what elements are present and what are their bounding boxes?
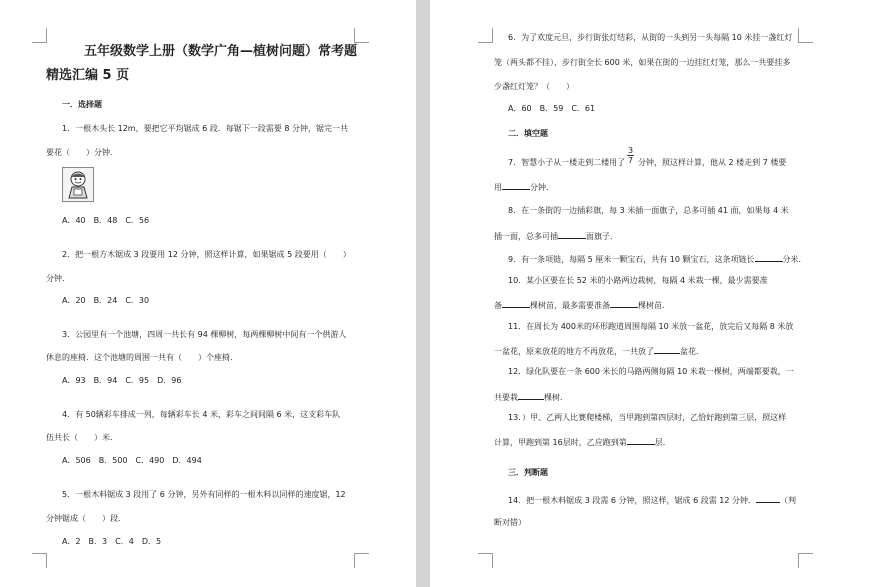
question-12-line2 (494, 391, 568, 403)
question-12-text-b: 棵树． (544, 393, 568, 402)
question-1-line2: 要花（ ）分钟． (46, 148, 118, 157)
question-6-options: A．60 B．59 C．61 (508, 104, 596, 113)
question-10-line1: 10．某小区要在长 52 米的小路两边栽树，每隔 4 米栽一棵，最少需要准 (508, 276, 768, 285)
answer-blank[interactable] (755, 253, 783, 262)
document-page-right (430, 0, 876, 587)
answer-blank[interactable] (558, 230, 586, 239)
question-14-line1 (508, 494, 796, 506)
question-6-line2: 笼（两头都不挂），步行街全长 600 米，如果在街的一边挂红灯笼，那么一共要挂多 (494, 58, 791, 67)
question-11-text-a: 一盆花，原来放花的地方不再放花，一共放了 (494, 347, 654, 356)
cartoon-boy-clipart (62, 167, 94, 202)
question-7-line1-part1: 7．智慧小子从一楼走到二楼用了 (508, 158, 626, 167)
question-13-text-b: 层． (654, 438, 671, 447)
question-13-line1: 13．）甲、乙两人比赛爬楼梯，当甲跑到第四层时，乙恰好跑到第三层，照这样 (508, 413, 787, 422)
question-3-line2: 休息的座椅．这个池塘的周围一共有（ ）个座椅． (46, 353, 238, 362)
question-4-options: A．506 B．500 C．490 D．494 (62, 456, 202, 465)
question-2-options: A．20 B．24 C．30 (62, 296, 150, 305)
page-corner-mark (354, 28, 369, 43)
question-14-text-b: （判 (779, 496, 796, 505)
question-10-text-c: 棵树苗． (638, 301, 670, 310)
question-7-text-a: 用 (494, 183, 502, 192)
question-8-text-b: 面旗子． (586, 232, 618, 241)
answer-blank[interactable] (610, 299, 638, 308)
question-7-text-b: 分钟． (530, 183, 554, 192)
page-corner-mark (798, 28, 813, 43)
question-5-options: A．2 B．3 C．4 D．5 (62, 537, 162, 546)
page-corner-mark (32, 28, 47, 43)
page-corner-mark (478, 28, 493, 43)
document-title-line2: 精选汇编 5 页 (46, 68, 130, 83)
question-4-line2: 伍共长（ ）米． (46, 433, 118, 442)
question-5-line2: 分钟锯成（ ）段． (46, 514, 126, 523)
question-14-text-a: 14．把一根木料锯成 3 段需 6 分钟，照这样，锯成 6 段需 12 分钟． (508, 496, 756, 505)
answer-blank[interactable] (502, 299, 530, 308)
answer-blank[interactable] (518, 391, 544, 400)
document-title-line1: 五年级数学上册（数学广角—植树问题）常考题 (84, 44, 358, 59)
question-1-line1: 1．一根木头长 12m，要把它平均锯成 6 段．每锯下一段需要 8 分钟，锯完一共 (62, 124, 348, 133)
document-page-left (0, 0, 416, 587)
page-corner-mark (798, 553, 813, 568)
question-12-line1: 12．绿化队要在一条 600 米长的马路两侧每隔 10 米栽一棵树，两端都要栽，一 (508, 367, 794, 376)
question-12-text-a: 共要栽 (494, 393, 518, 402)
question-4-line1: 4．有 50辆彩车排成一列，每辆彩车长 4 米，彩车之间间隔 6 米，这支彩车队 (62, 410, 341, 419)
page-corner-mark (354, 553, 369, 568)
question-6-line1: 6．为了欢度元旦，步行街张灯结彩，从街的一头到另一头每隔 10 米挂一盏红灯 (508, 33, 793, 42)
question-11-line1: 11．在周长为 400米的环形跑道周围每隔 10 米放一盆花，放完后又每隔 8 米放 (508, 322, 794, 331)
question-7-line1-part2: 分钟，照这样计算，他从 2 楼走到 7 楼要 (638, 158, 787, 167)
question-10-text-b: 棵树苗，最多需要准备 (530, 301, 610, 310)
section-heading-fill-blank: 二．填空题 (508, 129, 548, 138)
answer-blank[interactable] (654, 345, 680, 354)
page-corner-mark (32, 553, 47, 568)
section-heading-choice: 一．选择题 (62, 100, 102, 109)
question-3-options: A．93 B．94 C．95 D．96 (62, 376, 182, 385)
question-13-text-a: 计算，甲跑到第 16层时，乙应跑到第 (494, 438, 627, 447)
question-14-line2: 断对错） (494, 518, 526, 527)
question-10-line2 (494, 299, 670, 311)
page-corner-mark (478, 553, 493, 568)
section-heading-judgement: 三．判断题 (508, 468, 548, 477)
question-9 (508, 253, 807, 265)
fraction-three-sevenths (627, 146, 634, 165)
question-3-line1: 3．公园里有一个池塘，四周一共长有 94 棵柳树，每两棵柳树中间有一个供游人 (62, 330, 347, 339)
question-5-line1: 5．一根木料锯成 3 段用了 6 分钟，另外有同样的一根木料以同样的速度锯，12 (62, 490, 346, 499)
question-2-line1: 2．把一根方木锯成 3 段要用 12 分钟，照这样计算，如果锯成 5 段要用（ ） (62, 250, 351, 259)
question-7-line2 (494, 181, 554, 193)
question-13-line2 (494, 436, 671, 448)
question-1-options: A．40 B．48 C．56 (62, 216, 150, 225)
question-11-text-b: 盆花． (680, 347, 704, 356)
question-11-line2 (494, 345, 704, 357)
question-2-line2: 分钟． (46, 274, 70, 283)
question-9-text-a: 9．有一条项链，每隔 5 厘米一颗宝石，共有 10 颗宝石，这条项链长 (508, 255, 755, 264)
question-6-line3: 少盏红灯笼？（ ） (494, 82, 574, 91)
fraction-numerator: 3 (628, 146, 634, 155)
question-10-text-a: 备 (494, 301, 502, 310)
question-8-text-a: 插一面，总多可插 (494, 232, 558, 241)
question-8-line1: 8．在一条街的一边插彩旗，每 3 米插一面旗子，总多可插 41 面，如果每 4 米 (508, 206, 789, 215)
fraction-denominator: 7 (628, 156, 634, 165)
answer-blank[interactable] (627, 436, 655, 445)
answer-blank[interactable] (756, 494, 780, 503)
question-9-text-b: 分米． (782, 255, 807, 264)
question-8-line2 (494, 230, 618, 242)
answer-blank[interactable] (502, 181, 530, 190)
